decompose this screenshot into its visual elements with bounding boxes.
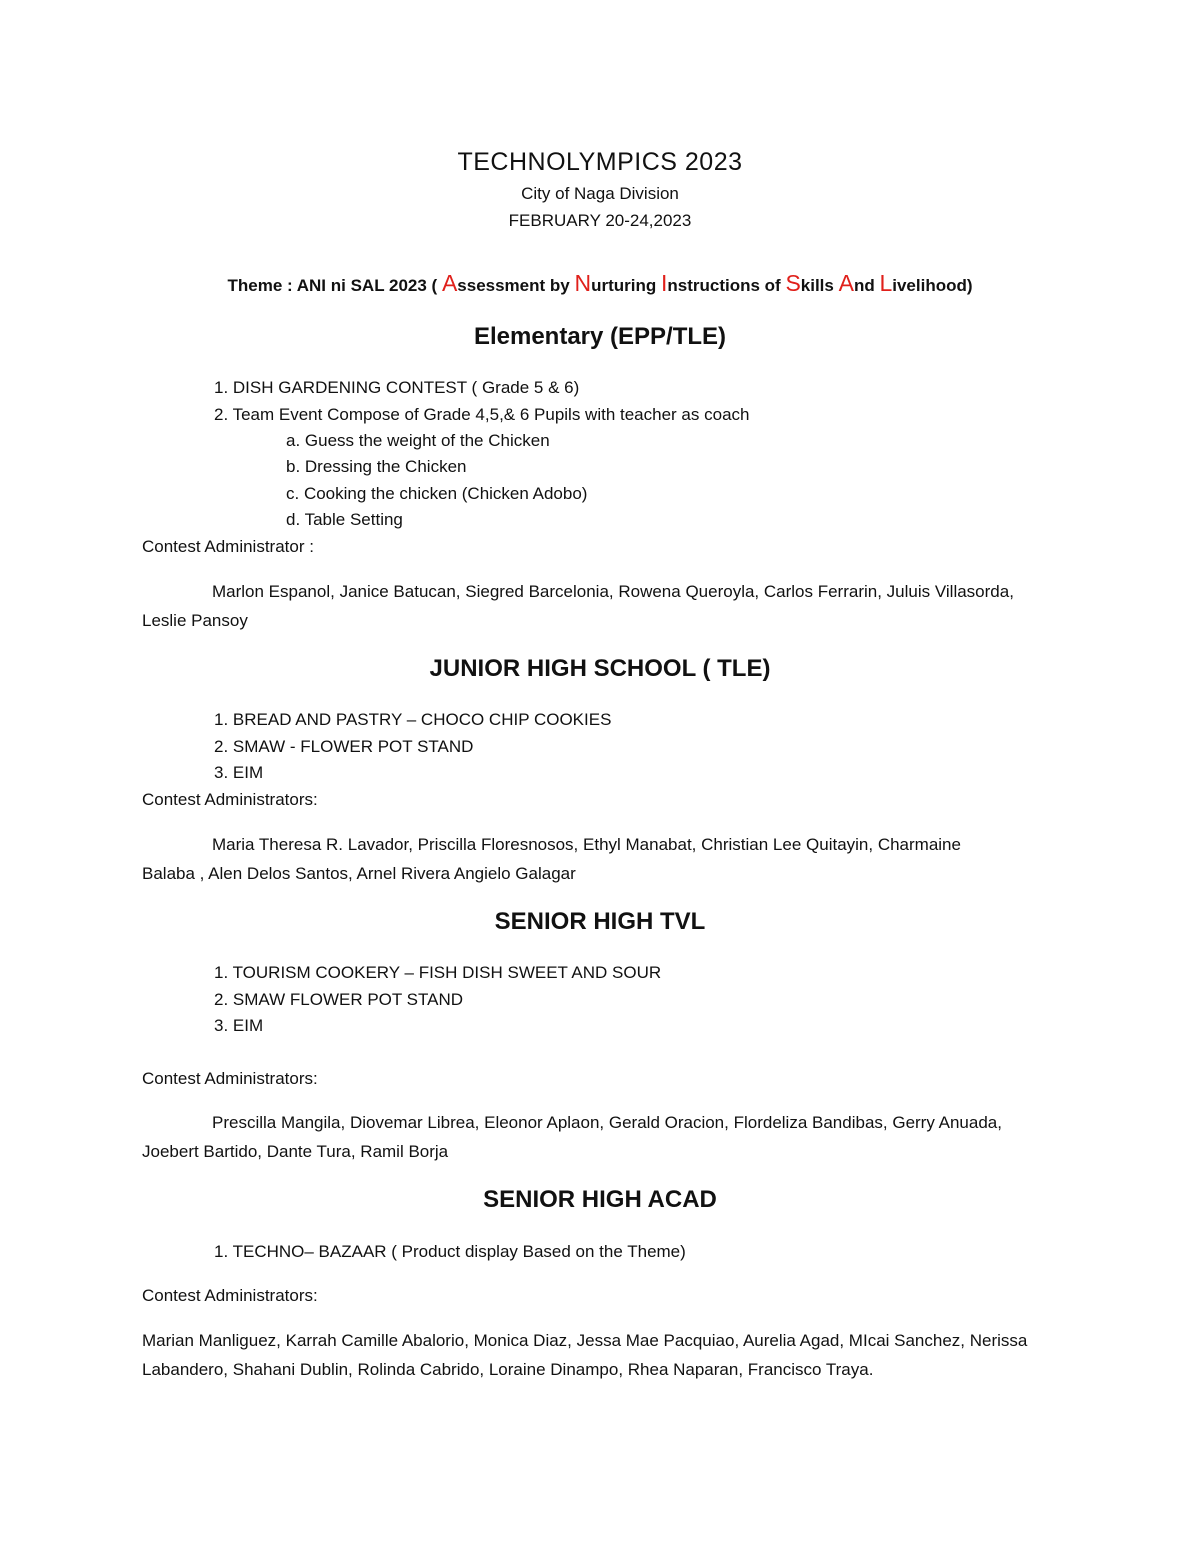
list-item: 3. EIM <box>214 1016 264 1035</box>
theme-word: ivelihood) <box>892 276 973 295</box>
contest-admin-names: Maria Theresa R. Lavador, Priscilla Floresnosos, Ethyl Manabat, Christian Lee Quitayin, Charmaine Balaba , Alen Delos Santos, Arnel Rivera Angielo Galagar <box>142 835 961 883</box>
theme-cap-n: N <box>574 270 592 296</box>
sub-list-item: b. Dressing the Chicken <box>286 457 467 476</box>
date-line: FEBRUARY 20-24,2023 <box>508 211 692 230</box>
list-item: 1. TOURISM COOKERY – FISH DISH SWEET AND SOUR <box>214 963 662 982</box>
contest-admin-names: Marian Manliguez, Karrah Camille Abalorio, Monica Diaz, Jessa Mae Pacquiao, Aurelia Agad, MIcai Sanchez, Nerissa Labandero, Shahani Dublin, Rolinda Cabrido, Loraine Dinampo, Rhea Naparan, Francisco Traya. <box>142 1331 1028 1379</box>
section-heading-senior-acad: SENIOR HIGH ACAD <box>483 1186 717 1213</box>
theme-word: kills <box>800 276 839 295</box>
document-title: TECHNOLYMPICS 2023 <box>457 148 743 176</box>
list-item: 2. SMAW - FLOWER POT STAND <box>214 737 474 756</box>
contest-admin-names: Prescilla Mangila, Diovemar Librea, Eleonor Aplaon, Gerald Oracion, Flordeliza Bandibas, Gerry Anuada, Joebert Bartido, Dante Tura, Ramil Borja <box>142 1113 1002 1161</box>
theme-word: urturing <box>591 276 661 295</box>
list-item: 3. EIM <box>214 763 264 782</box>
sub-list-item: d. Table Setting <box>286 510 403 529</box>
contest-admin-label: Contest Administrators: <box>142 1069 318 1088</box>
list-item: 1. BREAD AND PASTRY – CHOCO CHIP COOKIES <box>214 710 612 729</box>
contest-admin-label: Contest Administrator : <box>142 537 314 556</box>
list-item: 2. Team Event Compose of Grade 4,5,& 6 Pupils with teacher as coach <box>214 405 750 424</box>
contest-admin-label: Contest Administrators: <box>142 1286 318 1305</box>
section-heading-elementary: Elementary (EPP/TLE) <box>473 323 727 350</box>
theme-cap-i: I <box>660 270 668 296</box>
section-heading-junior-high: JUNIOR HIGH SCHOOL ( TLE) <box>429 655 771 682</box>
sub-list-item: a. Guess the weight of the Chicken <box>286 431 550 450</box>
theme-word: ssessment by <box>457 276 575 295</box>
theme-word: nd <box>853 276 880 295</box>
list-item: 1. DISH GARDENING CONTEST ( Grade 5 & 6) <box>214 378 580 397</box>
theme-cap-a2: A <box>838 270 854 296</box>
list-item: 2. SMAW FLOWER POT STAND <box>214 990 464 1009</box>
contest-admin-names: Marlon Espanol, Janice Batucan, Siegred Barcelonia, Rowena Queroyla, Carlos Ferrarin, Juluis Villasorda, Leslie Pansoy <box>142 582 1014 630</box>
theme-cap-a: A <box>441 270 458 296</box>
division-line: City of Naga Division <box>521 184 679 203</box>
section-heading-senior-tvl: SENIOR HIGH TVL <box>494 908 706 935</box>
theme-cap-l: L <box>879 270 893 296</box>
theme-cap-s: S <box>785 270 801 296</box>
contest-admin-label: Contest Administrators: <box>142 790 318 809</box>
theme-word: nstructions of <box>667 276 786 295</box>
theme-prefix: Theme : ANI ni SAL 2023 ( <box>227 276 442 295</box>
sub-list-item: c. Cooking the chicken (Chicken Adobo) <box>286 484 588 503</box>
theme-line <box>0 270 1200 297</box>
list-item: 1. TECHNO– BAZAAR ( Product display Based on the Theme) <box>214 1242 686 1261</box>
